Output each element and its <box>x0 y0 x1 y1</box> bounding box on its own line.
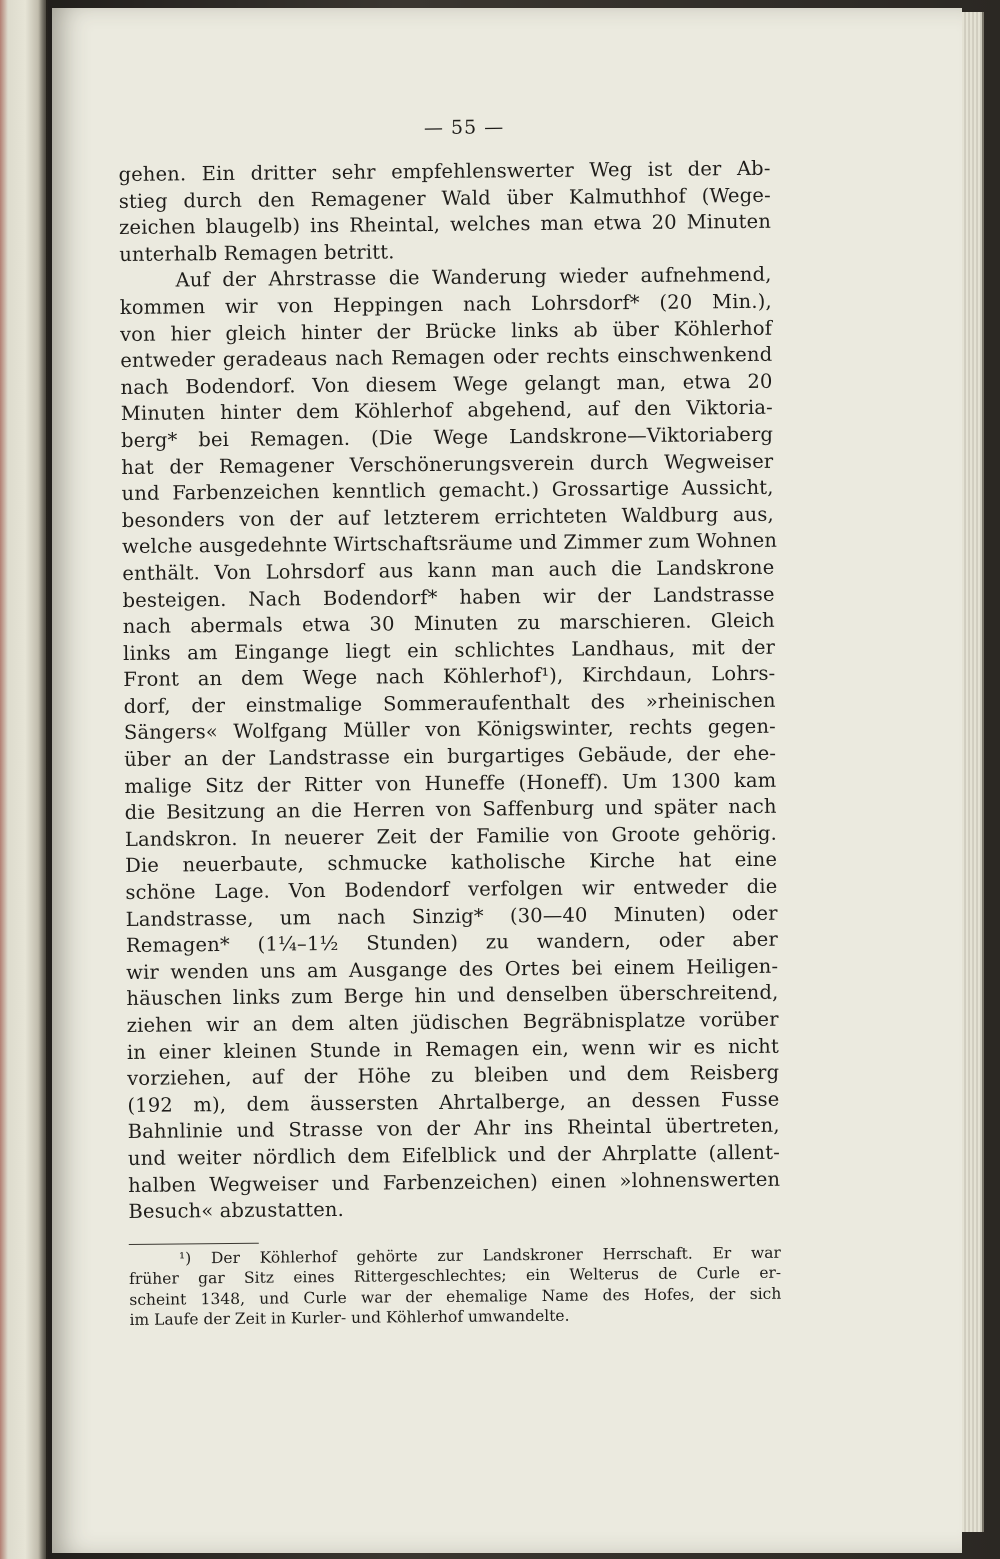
footnote-line: im Laufe der Zeit in Kurler- und Köhlerhof umwandelte. <box>129 1306 570 1330</box>
text-line: Auf der Ahrstrasse die Wanderung wieder aufnehmend, <box>175 263 772 292</box>
text-line: Front an dem Wege nach Köhlerhof¹), Kirchdaun, Lohrs- <box>123 661 776 692</box>
text-line: Die neuerbaute, schmucke katholische Kirche hat eine <box>125 848 778 878</box>
text-line: kommen wir von Heppingen nach Lohrsdorf* (20 Min.), <box>119 289 772 319</box>
text-line: Landstrasse, um nach Sinzig* (30—40 Minuten) oder <box>125 901 778 931</box>
text-line: unterhalb Remagen betritt. <box>119 240 395 266</box>
text-line: dorf, der einstmalige Sommeraufenthalt des »rheinischen <box>123 688 776 718</box>
binding-stain <box>0 0 8 1559</box>
text-line: schöne Lage. Von Bodendorf verfolgen wir entweder die <box>125 874 778 904</box>
text-line: ziehen wir an dem alten jüdischen Begräbnisplatze vorüber <box>126 1007 779 1037</box>
text-line: nach Bodendorf. Von diesem Wege gelangt man, etwa 20 <box>120 369 773 399</box>
text-line: welche ausgedehnte Wirtschaftsräume und Zimmer zum Wohnen <box>121 529 778 559</box>
text-line: besteigen. Nach Bodendorf* haben wir der Landstrasse <box>122 582 775 612</box>
text-line: und Farbenzeichen kenntlich gemacht.) Grossartige Aussicht, <box>121 475 774 506</box>
text-line: berg* bei Remagen. (Die Wege Landskrone—Viktoriaberg <box>120 422 774 452</box>
text-line: links am Eingange liegt ein schlichtes Landhaus, mit der <box>123 635 776 665</box>
footnote-line: scheint 1348, und Curle war der ehemalige Name des Hofes, der sich <box>129 1284 782 1309</box>
text-line: zeichen blaugelb) ins Rheintal, welches man etwa 20 Minuten <box>118 209 772 240</box>
footnote-line: ¹) Der Köhlerhof gehörte zur Landskroner Herrschaft. Er war <box>178 1243 781 1268</box>
text-line: entweder geradeaus nach Remagen oder rechts einschwenkend <box>120 342 773 373</box>
page-text <box>118 114 782 1331</box>
text-line: enthält. Von Lohrsdorf aus kann man auch die Landskrone <box>122 555 775 585</box>
text-line: häuschen links zum Berge hin und denselben überschreitend, <box>126 981 779 1011</box>
footnote <box>129 1242 782 1330</box>
text-line: besonders von der auf letzterem errichteten Waldburg aus, <box>121 502 774 532</box>
text-line: halben Wegweiser und Farbenzeichen) einen »lohnenswerten <box>128 1167 781 1197</box>
text-line: hat der Remagener Verschönerungsverein durch Wegweiser <box>121 449 774 479</box>
text-line: wir wenden uns am Ausgange des Ortes bei einem Heiligen- <box>126 954 779 984</box>
text-line: stieg durch den Remagener Wald über Kalmuthhof (Wege- <box>118 183 771 213</box>
text-line: vorziehen, auf der Höhe zu bleiben und dem Reisberg <box>127 1060 780 1091</box>
text-line: Sängers« Wolfgang Müller von Königswinter, rechts gegen- <box>123 715 776 745</box>
page-number: — 55 — <box>423 116 505 140</box>
text-line: Minuten hinter dem Köhlerhof abgehend, auf den Viktoria- <box>120 396 773 426</box>
text-line: Bahnlinie und Strasse von der Ahr ins Rheintal übertreten, <box>127 1114 780 1144</box>
text-line: und weiter nördlich dem Eifelblick und der Ahrplatte (allent- <box>127 1140 781 1170</box>
text-line: von hier gleich hinter der Brücke links ab über Köhlerhof <box>119 316 773 346</box>
gutter-shadow <box>38 0 48 1559</box>
text-line: Landskron. In neuerer Zeit der Familie von Groote gehörig. <box>124 821 777 851</box>
text-line: gehen. Ein dritter sehr empfehlenswerter Weg ist der Ab- <box>118 156 771 186</box>
footnote-rule <box>129 1242 259 1244</box>
text-line: die Besitzung an die Herren von Saffenburg und später nach <box>124 794 777 825</box>
text-line: Besuch« abzustatten. <box>128 1198 345 1224</box>
body-text <box>118 156 780 1226</box>
footnote-line: früher gar Sitz eines Rittergeschlechtes; ein Welterus de Curle er- <box>129 1263 782 1289</box>
text-line: in einer kleinen Stunde in Remagen ein, wenn wir es nicht <box>126 1034 780 1064</box>
text-line: Remagen* (1¼–1½ Stunden) zu wandern, oder aber <box>125 927 779 958</box>
text-line: nach abermals etwa 30 Minuten zu marschieren. Gleich <box>122 608 775 639</box>
text-line: (192 m), dem äussersten Ahrtalberge, an dessen Fusse <box>127 1087 780 1117</box>
text-line: über an der Landstrasse ein burgartiges Gebäude, der ehe- <box>124 741 777 772</box>
text-line: malige Sitz der Ritter von Huneffe (Honeff). Um 1300 kam <box>124 768 777 798</box>
